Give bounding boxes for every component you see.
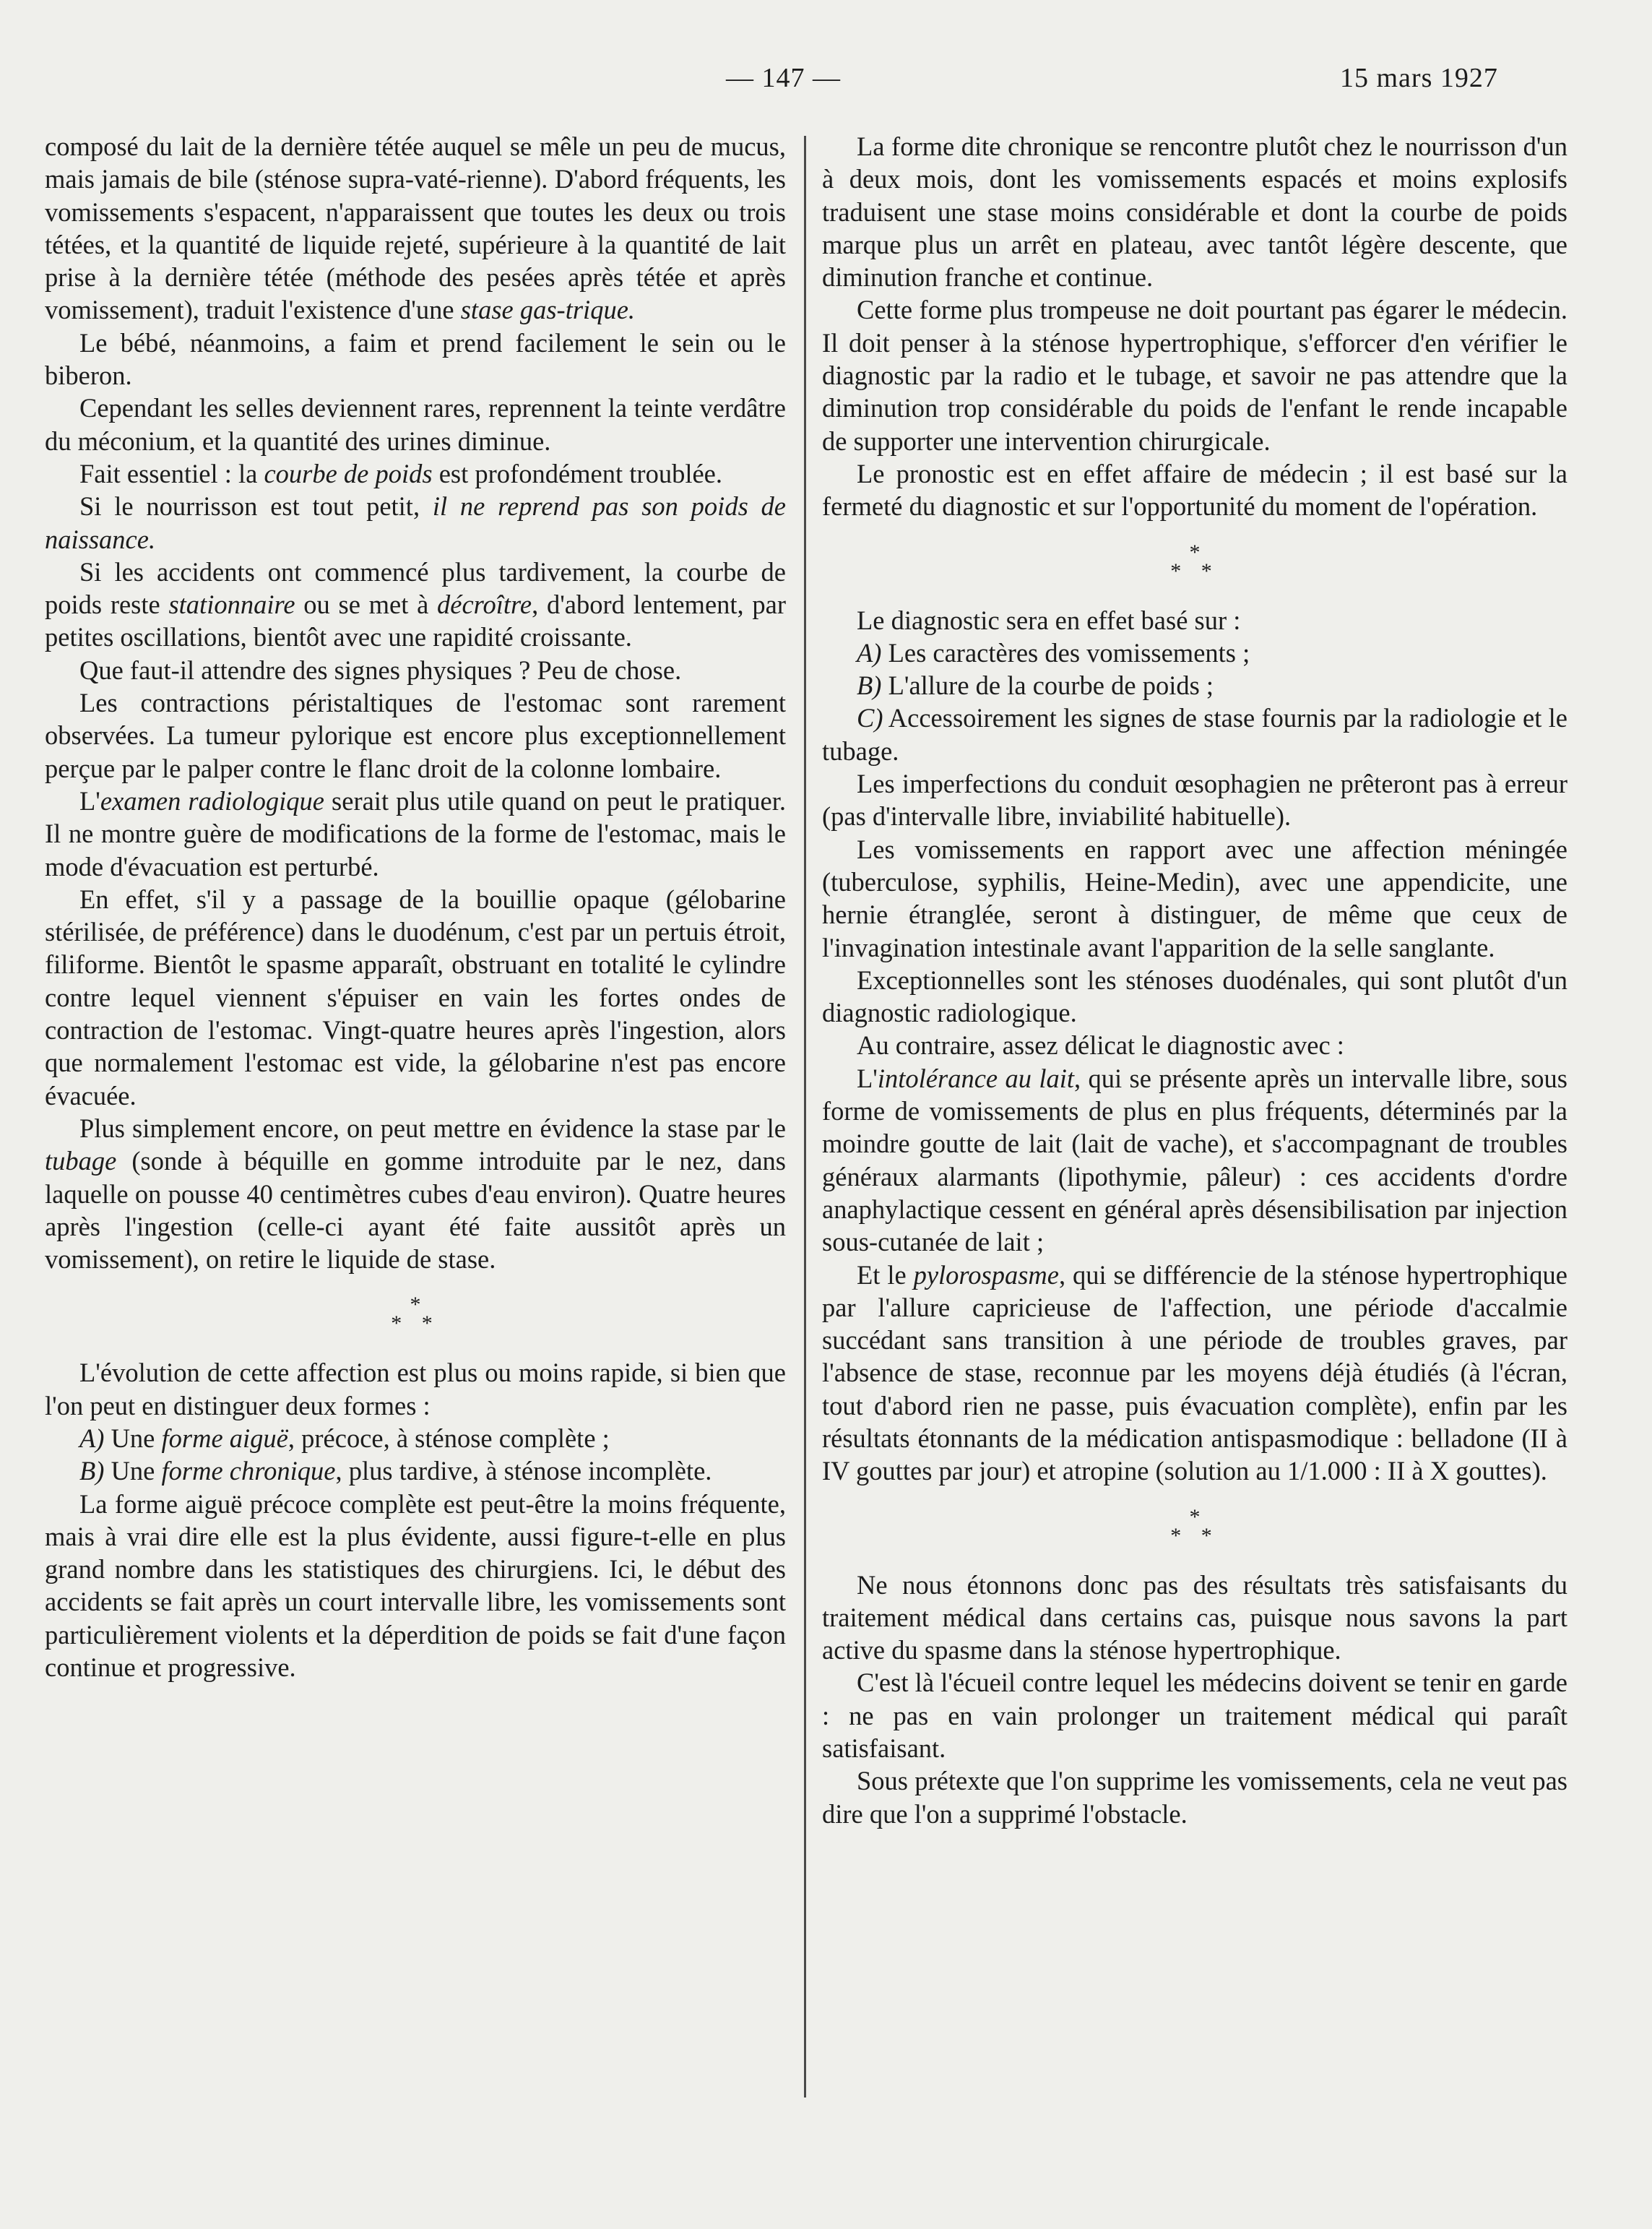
paragraph: Ne nous étonnons donc pas des résultats très satisfaisants du traitement médical dans certains cas, puisque nous savons la part active du spasme dans la sténose hypertrophique.: [822, 1569, 1567, 1665]
paragraph: La forme aiguë précoce complète est peut-être la moins fréquente, mais à vrai dire elle est la plus évidente, aussi figure-t-elle en plus grand nombre dans les statistiques des chirurgiens. Ici, le début des accidents se fait après un court intervalle libre, les vomissements sont particulièrement violents et la déperdition de poids se fait d'une façon continue et progressive.: [45, 1488, 786, 1683]
paragraph: Cette forme plus trompeuse ne doit pourtant pas égarer le médecin. Il doit penser à la sténose hypertrophique, s'efforcer d'en vérifier le diagnostic par la radio et le tubage, et savoir ne pas attendre que la diminution trop considérable du poids de l'enfant le rende incapable de supporter une intervention chirurgicale.: [822, 295, 1567, 456]
paragraph: Que faut-il attendre des signes physiques ? Peu de chose.: [79, 655, 682, 685]
list-item: A) Une forme aiguë, précoce, à sténose complète ;: [79, 1423, 610, 1453]
paragraph: C'est là l'écueil contre lequel les médecins doivent se tenir en garde : ne pas en vain prolonger un traitement médical qui paraît satisfaisant.: [822, 1668, 1567, 1764]
paragraph: L'évolution de cette affection est plus ou moins rapide, si bien que l'on peut en distinguer deux formes :: [45, 1358, 786, 1420]
paragraph: L'examen radiologique serait plus utile quand on peut le pratiquer. Il ne montre guère de modifications de la forme de l'estomac, mais le mode d'évacuation est perturbé.: [45, 785, 786, 881]
section-separator: * * *: [1170, 540, 1219, 583]
list-item: B) Une forme chronique, plus tardive, à sténose incomplète.: [79, 1456, 712, 1486]
right-column: [822, 130, 1567, 1830]
paragraph: Au contraire, assez délicat le diagnostic avec :: [857, 1030, 1344, 1061]
issue-date: 15 mars 1927: [1340, 63, 1498, 93]
paragraph: Les imperfections du conduit œsophagien ne prêteront pas à erreur (pas d'intervalle libre, inviabilité habituelle).: [822, 769, 1567, 832]
page-number: — 147 —: [726, 63, 841, 93]
list-item: B) L'allure de la courbe de poids ;: [857, 671, 1214, 701]
list-item: A) Les caractères des vomissements ;: [857, 637, 1250, 668]
paragraph: composé du lait de la dernière tétée auquel se mêle un peu de mucus, mais jamais de bile (sténose supra-vaté-rienne). D'abord fréquents, les vomissements s'espacent, n'apparaissent que toutes les deux ou trois tétées, et la quantité de liquide rejeté, supérieure à la quantité de lait prise à la dernière tétée (méthode des pesées après tétée et après vomissement), traduit l'existence d'une stase gas-trique.: [45, 132, 786, 325]
page-header: [0, 62, 1652, 105]
paragraph: Exceptionnelles sont les sténoses duodénales, qui sont plutôt d'un diagnostic radiologique.: [822, 965, 1567, 1028]
section-separator: * * *: [391, 1293, 440, 1336]
paragraph: Plus simplement encore, on peut mettre en évidence la stase par le tubage (sonde à béquille en gomme introduite par le nez, dans laquelle on pousse 40 centimètres cubes d'eau environ). Quatre heures après l'ingestion (celle-ci ayant été faite aussitôt après un vomissement), on retire le liquide de stase.: [45, 1113, 786, 1275]
paragraph: L'intolérance au lait, qui se présente après un intervalle libre, sous forme de vomissements de plus en plus fréquents, déterminés par la moindre goutte de lait (lait de vache), et s'accompagnant de troubles généraux alarmants (lipothymie, pâleur) : ces accidents d'ordre anaphylactique cessent en général après désensibilisation par injection sous-cutanée de lait ;: [822, 1063, 1567, 1257]
paragraph: Si le nourrisson est tout petit, il ne reprend pas son poids de naissance.: [45, 491, 786, 554]
paragraph: Le bébé, néanmoins, a faim et prend facilement le sein ou le biberon.: [45, 327, 786, 391]
paragraph: Fait essentiel : la courbe de poids est profondément troublée.: [79, 458, 722, 488]
left-column: [45, 130, 786, 1683]
list-item: C) Accessoirement les signes de stase fournis par la radiologie et le tubage.: [822, 703, 1567, 766]
paragraph: Le pronostic est en effet affaire de médecin ; il est basé sur la fermeté du diagnostic et sur l'opportunité du moment de l'opération.: [822, 458, 1567, 522]
column-divider: [804, 136, 806, 2097]
paragraph: Sous prétexte que l'on supprime les vomissements, cela ne veut pas dire que l'on a supprimé l'obstacle.: [822, 1766, 1567, 1829]
paragraph: Le diagnostic sera en effet basé sur :: [857, 605, 1241, 635]
paragraph: En effet, s'il y a passage de la bouillie opaque (gélobarine stérilisée, de préférence) dans le duodénum, c'est par un pertuis étroit, filiforme. Bientôt le spasme apparaît, obstruant en totalité le cylindre contre lequel viennent s'épuiser en vain les fortes ondes de contraction de l'estomac. Vingt-quatre heures après l'ingestion, alors que normalement l'estomac est vide, la gélobarine n'est pas encore évacuée.: [45, 884, 786, 1111]
paragraph: Cependant les selles deviennent rares, reprennent la teinte verdâtre du méconium, et la quantité des urines diminue.: [45, 393, 786, 456]
paragraph: Et le pylorospasme, qui se différencie de la sténose hypertrophique par l'allure capricieuse de l'affection, une période d'accalmie succédant sans transition à une période de troubles graves, par l'absence de stase, reconnue par les moyens déjà étudiés (à l'écran, tout d'abord rien ne passe, puis évacuation complète), enfin par les résultats étonnants de la médication antispasmodique : belladone (II à IV gouttes par jour) et atropine (solution au 1/1.000 : II à X gouttes).: [822, 1259, 1568, 1486]
paragraph: Si les accidents ont commencé plus tardivement, la courbe de poids reste stationnaire ou se met à décroître, d'abord lentement, par petites oscillations, bientôt avec une rapidité croissante.: [45, 556, 786, 652]
paragraph: La forme dite chronique se rencontre plutôt chez le nourrisson d'un à deux mois, dont les vomissements espacés et moins explosifs traduisent une stase moins considérable et dont la courbe de poids marque plus un arrêt en plateau, avec tantôt légère descente, que diminution franche et continue.: [822, 132, 1567, 293]
paragraph: Les contractions péristaltiques de l'estomac sont rarement observées. La tumeur pylorique est encore plus exceptionnellement perçue par le palper contre le flanc droit de la colonne lombaire.: [45, 688, 786, 783]
section-separator: * * *: [1170, 1504, 1219, 1548]
paragraph: Les vomissements en rapport avec une affection méningée (tuberculose, syphilis, Heine-Medin), avec une appendicite, une hernie étranglée, seront à distinguer, de même que ceux de l'invagination intestinale avant l'apparition de la selle sanglante.: [822, 834, 1567, 962]
